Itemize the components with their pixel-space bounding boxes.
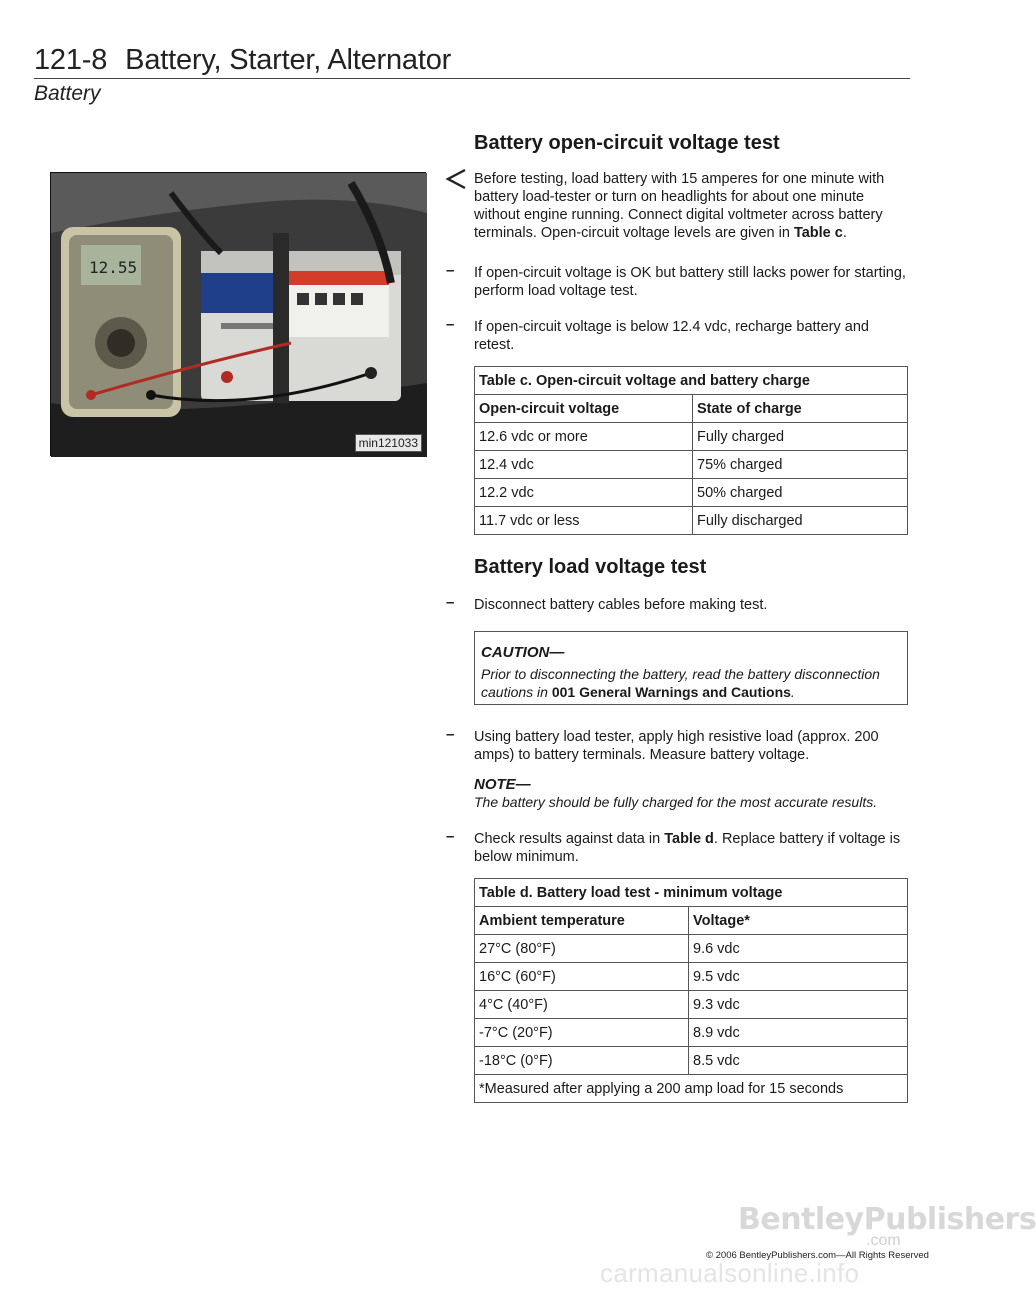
caution-body: Prior to disconnecting the battery, read the battery disconnection cautions in bbox=[481, 666, 880, 700]
table-row bbox=[475, 963, 908, 991]
table-cell: 9.5 vdc bbox=[689, 963, 908, 991]
ocv-intro-text bbox=[474, 170, 912, 242]
table-d-footnote: *Measured after applying a 200 amp load for 15 seconds bbox=[475, 1075, 908, 1103]
caution-reference: 001 General Warnings and Cautions bbox=[551, 684, 791, 700]
ocv-step-1: If open-circuit voltage is OK but battery still lacks power for starting, perform load voltage test. bbox=[474, 265, 906, 299]
table-cell: 9.3 vdc bbox=[689, 991, 908, 1019]
step-dash: – bbox=[446, 828, 455, 845]
battery-test-photo bbox=[50, 172, 426, 456]
table-cell: 4°C (40°F) bbox=[475, 991, 689, 1019]
step-dash: – bbox=[446, 316, 455, 333]
photo-tag: min121033 bbox=[355, 434, 422, 452]
ocv-intro-end: . bbox=[842, 225, 847, 241]
load-step-1: Disconnect battery cables before making test. bbox=[474, 597, 768, 613]
page-header bbox=[34, 44, 451, 77]
caution-title: CAUTION— bbox=[481, 644, 565, 661]
table-c-header-voltage: Open-circuit voltage bbox=[475, 395, 693, 423]
copyright-notice: © 2006 BentleyPublishers.com—All Rights Reserved bbox=[706, 1250, 929, 1261]
table-row bbox=[475, 451, 908, 479]
table-cell: 11.7 vdc or less bbox=[475, 507, 693, 535]
table-c-header-charge: State of charge bbox=[693, 395, 908, 423]
load-step-2: Using battery load tester, apply high resistive load (approx. 200 amps) to battery terminals. Measure battery voltage. bbox=[474, 729, 879, 763]
table-d-reference: Table d bbox=[664, 831, 714, 847]
page-number: 121-8 bbox=[34, 44, 108, 76]
ocv-intro-body: Before testing, load battery with 15 amperes for one minute with battery load-tester or turn on headlights for about one minute without engine running. Connect digital voltmeter across battery terminals. Open-circuit voltage levels are given in bbox=[474, 171, 885, 241]
battery-photo-illustration bbox=[51, 173, 427, 457]
table-row bbox=[475, 507, 908, 535]
step-dash: – bbox=[446, 726, 455, 743]
publisher-logo: BentleyPublishers bbox=[738, 1202, 1036, 1237]
step-dash: – bbox=[446, 262, 455, 279]
photo-pointer-arrow-icon bbox=[445, 168, 467, 190]
table-cell: -7°C (20°F) bbox=[475, 1019, 689, 1047]
step-dash: – bbox=[446, 594, 455, 611]
table-row bbox=[475, 1019, 908, 1047]
table-d-header-voltage: Voltage* bbox=[689, 907, 908, 935]
table-cell: 75% charged bbox=[693, 451, 908, 479]
table-row bbox=[475, 479, 908, 507]
table-c-reference: Table c bbox=[793, 225, 843, 241]
note-text: The battery should be fully charged for the most accurate results. bbox=[474, 794, 878, 810]
table-row bbox=[475, 1047, 908, 1075]
section-title: Battery bbox=[34, 82, 101, 105]
load-step-3-body: Check results against data in bbox=[474, 831, 665, 847]
caution-end: . bbox=[790, 684, 795, 700]
table-cell: 27°C (80°F) bbox=[475, 935, 689, 963]
publisher-logo-suffix: .com bbox=[866, 1232, 901, 1249]
table-d-caption: Table d. Battery load test - minimum voltage bbox=[475, 879, 908, 907]
header-divider bbox=[34, 78, 910, 79]
svg-text:12.55: 12.55 bbox=[89, 258, 138, 277]
table-row bbox=[475, 1075, 908, 1103]
table-cell: 12.6 vdc or more bbox=[475, 423, 693, 451]
ocv-test-heading: Battery open-circuit voltage test bbox=[474, 132, 780, 154]
table-cell: 12.4 vdc bbox=[475, 451, 693, 479]
table-d bbox=[474, 878, 908, 1103]
load-step-3 bbox=[474, 830, 912, 866]
table-row bbox=[475, 423, 908, 451]
note-title: NOTE— bbox=[474, 776, 531, 793]
table-cell: 50% charged bbox=[693, 479, 908, 507]
table-cell: 12.2 vdc bbox=[475, 479, 693, 507]
table-cell: 8.5 vdc bbox=[689, 1047, 908, 1075]
table-row bbox=[475, 935, 908, 963]
watermark: carmanualsonline.info bbox=[600, 1258, 860, 1288]
load-test-heading: Battery load voltage test bbox=[474, 556, 707, 578]
table-cell: 9.6 vdc bbox=[689, 935, 908, 963]
table-cell: 16°C (60°F) bbox=[475, 963, 689, 991]
table-c-caption: Table c. Open-circuit voltage and battery charge bbox=[475, 367, 908, 395]
ocv-step-2: If open-circuit voltage is below 12.4 vdc, recharge battery and retest. bbox=[474, 319, 869, 353]
table-cell: -18°C (0°F) bbox=[475, 1047, 689, 1075]
load-step-3-end: . Replace battery if voltage is below minimum. bbox=[474, 831, 901, 865]
table-d-header-temperature: Ambient temperature bbox=[475, 907, 689, 935]
caution-box bbox=[474, 631, 908, 705]
caution-text bbox=[481, 665, 901, 701]
chapter-title: Battery, Starter, Alternator bbox=[125, 44, 452, 76]
table-c bbox=[474, 366, 908, 535]
table-row bbox=[475, 991, 908, 1019]
table-cell: 8.9 vdc bbox=[689, 1019, 908, 1047]
table-cell: Fully discharged bbox=[693, 507, 908, 535]
table-cell: Fully charged bbox=[693, 423, 908, 451]
